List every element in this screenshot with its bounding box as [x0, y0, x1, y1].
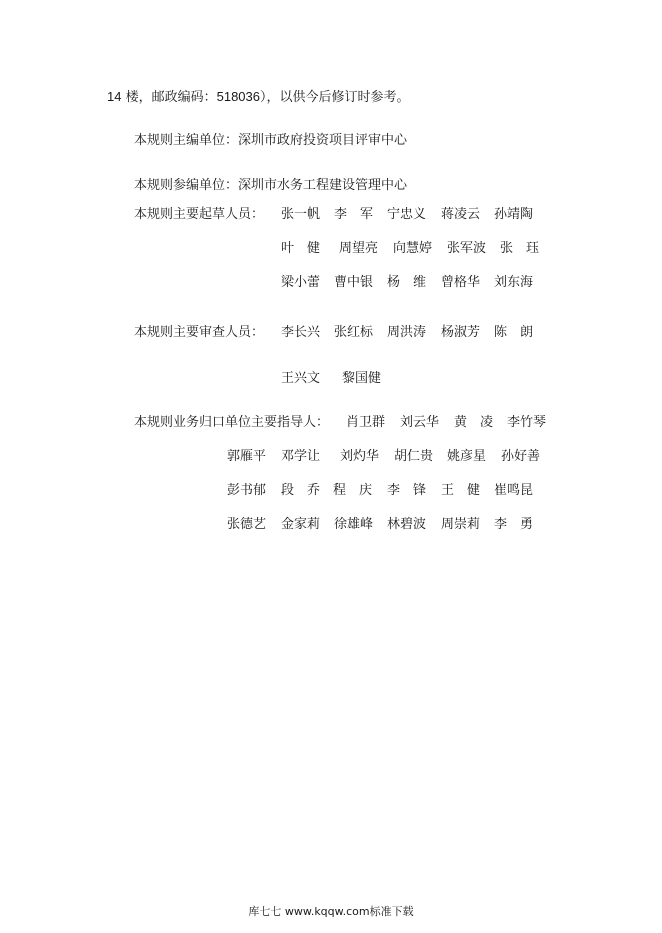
guide-name: 肖卫群: [346, 415, 386, 430]
reviewer-name: 周洪涛: [387, 325, 427, 340]
guide-name: 黄 凌: [454, 415, 494, 430]
guide-name: 邓学让: [281, 449, 321, 464]
guide-name: 李 锋: [387, 483, 427, 498]
guide-name: 姚彦星: [447, 449, 487, 464]
drafter-name: 叶 健: [281, 241, 321, 256]
reviewer-name: 黎国健: [342, 371, 382, 386]
drafter-name: 孙靖陶: [494, 207, 534, 222]
guide-name: 崔鸣昆: [494, 483, 534, 498]
intro-postcode: 518036: [216, 89, 260, 104]
drafter-name: 李 军: [334, 207, 374, 222]
drafter-name: 张一帆: [281, 207, 321, 222]
reviewer-name: 王兴文: [281, 371, 321, 386]
guide-name: 金家莉: [281, 517, 321, 532]
chief-unit-value: 深圳市政府投资项目评审中心: [238, 133, 408, 148]
guide-name: 段 乔: [281, 483, 321, 498]
drafter-name: 梁小蕾: [281, 275, 321, 290]
guide-name: 郭雁平: [227, 449, 267, 464]
chief-unit-label: 本规则主编单位：: [134, 133, 239, 148]
drafter-name: 张 珏: [500, 241, 540, 256]
guide-name: 王 健: [441, 483, 481, 498]
guide-name: 孙好善: [501, 449, 541, 464]
intro-text-b: ），以供今后修订时参考。: [260, 90, 410, 105]
guide-name: 李竹琴: [507, 415, 547, 430]
intro-floor-number: 14: [107, 89, 122, 104]
guide-name: 徐雄峰: [334, 517, 374, 532]
guide-name: 李 勇: [494, 517, 534, 532]
guides-label: 本规则业务归口单位主要指导人：: [134, 415, 330, 430]
reviewers-label: 本规则主要审查人员：: [134, 325, 265, 340]
chief-unit-line: [134, 132, 407, 150]
guide-name: 彭书郁: [227, 483, 267, 498]
intro-line: [107, 88, 410, 106]
intro-text-a: 楼，邮政编码：: [121, 90, 217, 105]
guide-name: 程 庆: [333, 483, 373, 498]
drafter-name: 张军波: [447, 241, 487, 256]
guide-name: 周崇莉: [441, 517, 481, 532]
drafter-name: 宁忠义: [387, 207, 427, 222]
drafter-name: 刘东海: [494, 275, 534, 290]
reviewer-name: 陈 朗: [494, 325, 534, 340]
guide-name: 刘云华: [400, 415, 440, 430]
drafters-label: 本规则主要起草人员：: [134, 207, 265, 222]
guide-name: 张德艺: [227, 517, 267, 532]
reviewer-name: 李长兴: [281, 325, 321, 340]
reviewer-name: 张红标: [334, 325, 374, 340]
footer-source: 库七七 www.kqqw.com标准下载: [248, 905, 414, 918]
guide-name: 刘灼华: [340, 449, 380, 464]
participating-unit-label: 本规则参编单位：: [134, 178, 239, 193]
guide-name: 胡仁贵: [394, 449, 434, 464]
drafter-name: 曹中银: [334, 275, 374, 290]
participating-unit-line: [134, 177, 407, 195]
drafter-name: 周望亮: [339, 241, 379, 256]
participating-unit-value: 深圳市水务工程建设管理中心: [238, 178, 408, 193]
drafter-name: 曾格华: [441, 275, 481, 290]
reviewer-name: 杨淑芳: [441, 325, 481, 340]
drafter-name: 向慧婷: [393, 241, 433, 256]
guide-name: 林碧波: [387, 517, 427, 532]
drafter-name: 蒋凌云: [441, 207, 481, 222]
drafter-name: 杨 维: [387, 275, 427, 290]
